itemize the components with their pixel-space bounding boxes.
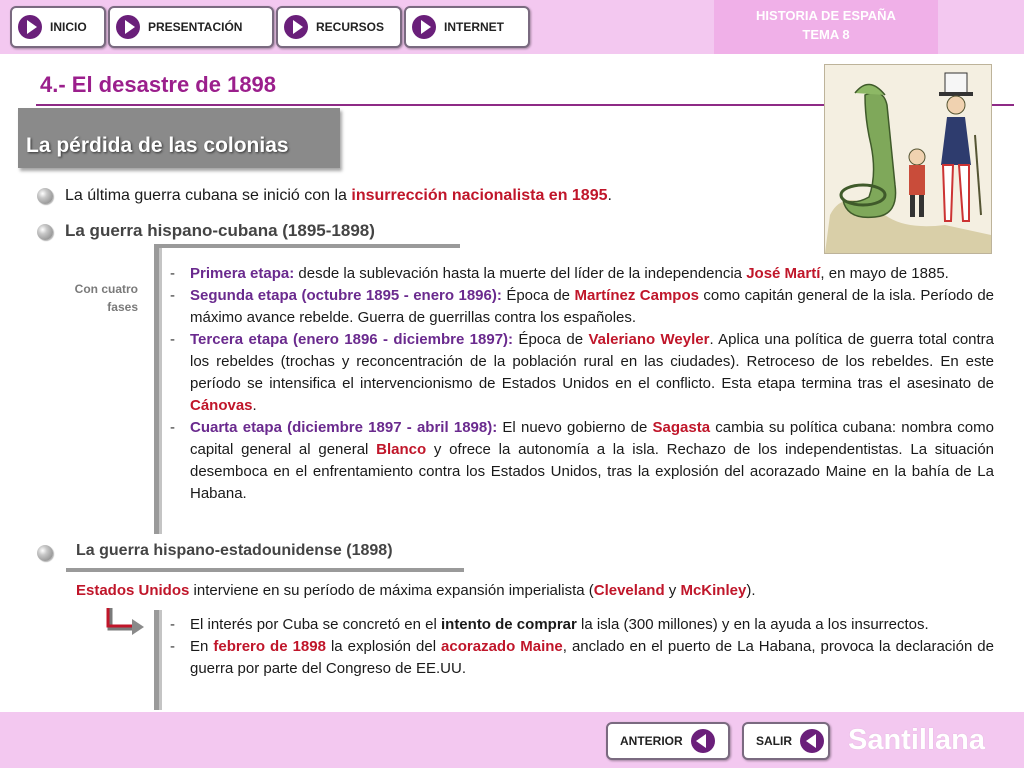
play-icon: [284, 15, 308, 39]
phase-item: - Primera etapa: desde la sublevación hasta la muerte del líder de la independencia José Martí, en mayo de 1885.: [170, 265, 949, 282]
unit-number: TEMA 8: [802, 27, 850, 42]
recursos-button[interactable]: [276, 6, 402, 48]
us-text: y: [664, 582, 681, 599]
anterior-label: ANTERIOR: [620, 734, 683, 748]
phase-text: El nuevo gobierno de: [497, 419, 653, 436]
back-icon: [800, 729, 824, 753]
phases-list: [166, 263, 994, 505]
us-item-text: En: [190, 638, 214, 655]
internet-button[interactable]: [404, 6, 530, 48]
cuban-war-heading: La guerra hispano-cubana (1895-1898): [65, 221, 375, 240]
us-highlight: Estados Unidos: [76, 582, 190, 599]
section-title: La pérdida de las colonias: [26, 134, 289, 157]
salir-button[interactable]: [742, 722, 830, 760]
phase-item: - Tercera etapa (enero 1896 - diciembre 1897): Época de Valeriano Weyler. Aplica una política de guerra total contra los rebeldes (trochas y reconcentración de la población rural en las ciudades). Retroceso de los rebeldes. En este período se intensifica el intervencionismo de Estados Unidos en el conflicto. Esta etapa termina tras el asesinato de Cánovas.: [170, 331, 995, 414]
phase-highlight: Cánovas: [190, 397, 253, 414]
phase-highlight: Blanco: [376, 441, 427, 458]
side-note: Con cuatro fases: [74, 282, 138, 314]
phase-label: Primera etapa:: [190, 265, 295, 282]
us-item-text: , anclado en el puerto de La Habana, provoca la declaración de guerra por parte del Congreso de EE.UU.: [190, 638, 994, 677]
phase-text: desde la sublevación hasta la muerte del líder de la independencia: [294, 265, 747, 282]
phase-highlight: Sagasta: [652, 419, 711, 436]
phase-text: Época de: [513, 331, 589, 348]
phase-text: .: [252, 397, 257, 414]
phase-text: , en mayo de 1885.: [820, 265, 949, 282]
bracket-bar-light: [159, 610, 162, 710]
us-item-text: El interés por Cuba se concretó en el: [190, 616, 441, 633]
play-icon: [412, 15, 436, 39]
phase-label: Segunda etapa (octubre 1895 - enero 1896):: [190, 287, 502, 304]
phase-text: cambia su política cubana: nombra como capital general al general: [190, 419, 994, 458]
phase-item: - Cuarta etapa (diciembre 1897 - abril 1898): El nuevo gobierno de Sagasta cambia su política cubana: nombra como capital general al general Blanco y ofrece la autonomía a la isla. Rechazo de los independentistas. La situación desemboca en el enfrentamiento contra los Estados Unidos, tras la explosión del acorazado Maine en la bahía de La Habana.: [170, 419, 994, 502]
play-icon: [18, 15, 42, 39]
us-item-highlight: febrero de 1898: [213, 638, 326, 655]
internet-label: INTERNET: [444, 20, 504, 34]
phase-highlight: José Martí: [746, 265, 821, 282]
bracket-bar-light: [159, 248, 162, 534]
us-text: interviene en su período de máxima expansión imperialista (: [189, 582, 594, 599]
recursos-label: RECURSOS: [316, 20, 385, 34]
inicio-label: INICIO: [50, 20, 87, 34]
us-text: ).: [746, 582, 756, 599]
santillana-logo: Santillana: [848, 724, 985, 756]
phase-text: y ofrece la autonomía a la isla. Rechazo de los independentistas. La situación desemboca en el enfrentamiento contra los Estados Unidos, tras la explosión del acorazado Maine en la bahía de La Habana.: [190, 441, 994, 502]
bullet-icon: [37, 545, 53, 561]
us-war-heading: La guerra hispano-estadounidense (1898): [76, 542, 393, 559]
us-war-underline: [66, 568, 464, 572]
phase-highlight: Valeriano Weyler: [588, 331, 710, 348]
bracket-top-bar: [154, 244, 460, 248]
intro-text: [65, 187, 612, 205]
presentacion-button[interactable]: [108, 6, 274, 48]
us-highlight: Cleveland: [593, 582, 665, 599]
presentacion-label: PRESENTACIÓN: [148, 20, 243, 34]
us-highlight: McKinley: [680, 582, 747, 599]
us-item-text: la explosión del: [325, 638, 442, 655]
bullet-icon: [37, 188, 53, 204]
bullet-icon: [37, 224, 53, 240]
intro-post: .: [607, 187, 612, 204]
back-icon: [691, 729, 715, 753]
us-item-highlight: acorazado Maine: [441, 638, 563, 655]
us-item-text: la isla (300 millones) y en la ayuda a los insurrectos.: [576, 616, 929, 633]
arrow-turn-icon: [104, 606, 146, 636]
inicio-button[interactable]: [10, 6, 106, 48]
salir-label: SALIR: [756, 734, 792, 748]
anterior-button[interactable]: [606, 722, 730, 760]
subject-title: HISTORIA DE ESPAÑA: [756, 8, 896, 23]
phase-text: . Aplica una política de guerra total contra los rebeldes (trochas y reconcentración de la población rural en las ciudades). Retroceso de los rebeldes. En este período se intensifica el intervencionismo de Estados Unidos en el conflicto. Esta etapa termina tras el asesinato de: [190, 331, 995, 392]
play-icon: [116, 15, 140, 39]
intro-highlight: insurrección nacionalista en 1895: [351, 187, 608, 204]
phase-text: como capitán general de la isla. Período de máximo avance rebelde. Guerra de guerrillas contra los españoles.: [190, 287, 994, 326]
subject-badge: [714, 0, 938, 54]
phase-label: Cuarta etapa (diciembre 1897 - abril 1898):: [190, 419, 498, 436]
us-item: - En febrero de 1898 la explosión del acorazado Maine, anclado en el puerto de La Habana, provoca la declaración de guerra por parte del Congreso de EE.UU.: [170, 638, 994, 677]
page-title: 4.- El desastre de 1898: [40, 72, 277, 97]
us-item: - El interés por Cuba se concretó en el intento de comprar la isla (300 millones) y en la ayuda a los insurrectos.: [170, 616, 929, 633]
phase-item: - Segunda etapa (octubre 1895 - enero 1896): Época de Martínez Campos como capitán general de la isla. Período de máximo avance rebelde. Guerra de guerrillas contra los españoles.: [170, 287, 994, 326]
phase-text: Época de: [501, 287, 575, 304]
us-intervention-text: [76, 582, 756, 599]
us-items-list: [166, 614, 994, 680]
political-cartoon-image: [824, 64, 992, 254]
intro-pre: La última guerra cubana se inició con la: [65, 187, 352, 204]
phase-highlight: Martínez Campos: [574, 287, 699, 304]
phase-label: Tercera etapa (enero 1896 - diciembre 1897):: [190, 331, 514, 348]
us-item-bold: intento de comprar: [440, 616, 577, 633]
